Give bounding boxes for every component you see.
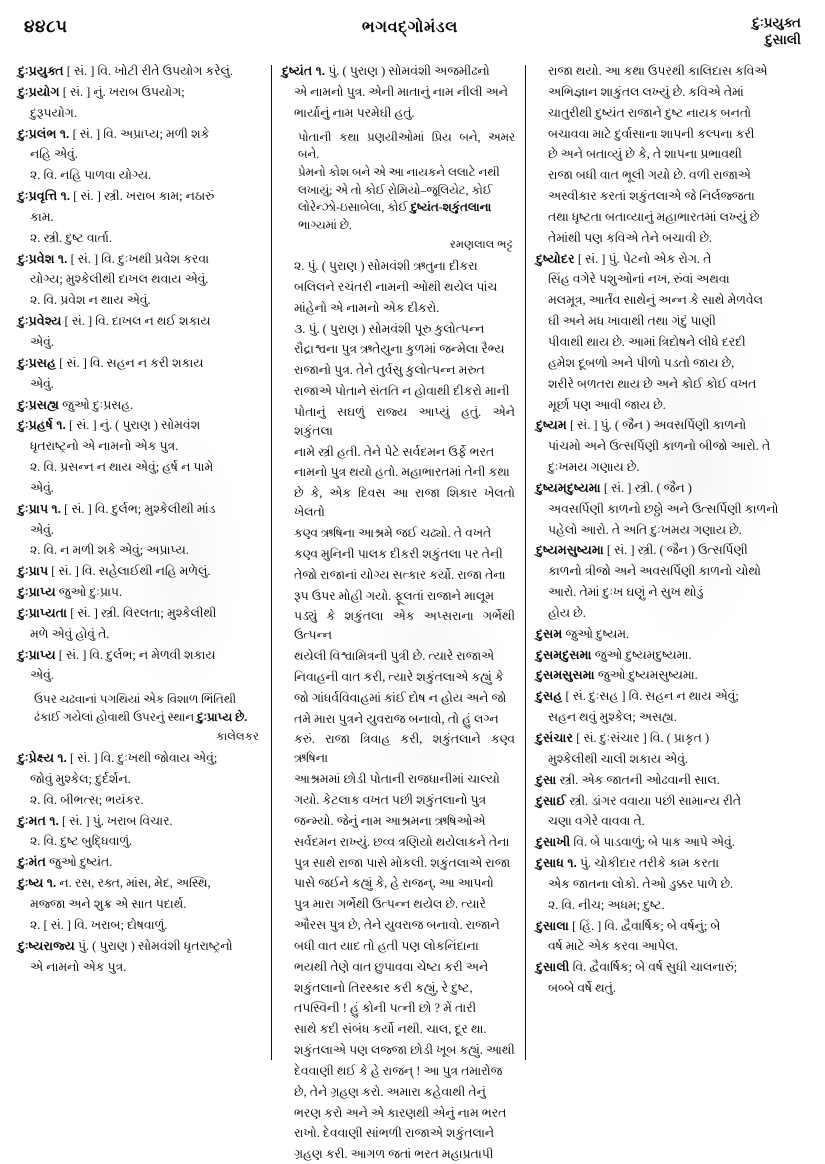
guide-word-first: દુઃપ્રયુક્ત: [752, 15, 801, 30]
entry-continuation-line: નહિ એવું.: [30, 147, 78, 162]
dictionary-entry: [536, 958, 779, 977]
entry-continuation-line: થયેલી વિશ્વામિત્રની પુત્રી છે. ત્યારે રાજાએ: [294, 649, 495, 664]
entry-continuation-line: મુશ્કેલીથી ચાલી શકાય એવું.: [548, 751, 689, 766]
dictionary-entry: [18, 500, 261, 519]
entry-continuation-line: પહેલો આરો. તે અતિ દુઃખમય ગણાય છે.: [548, 522, 742, 537]
entry-headword: દુઃપ્રહર્ષ ૧.: [18, 418, 66, 433]
entry-headword: દુષ્યમદુષ્યમા: [536, 480, 601, 495]
entry-headword: દુઃષ્યરાજ્ય: [18, 938, 75, 953]
entry-continuation-line: તપસ્વિની ! હું કોની પત્ની છો ? મેં તારી: [294, 1001, 477, 1016]
entry-continuation-line: મૂર્છા પણ આવી જાય છે.: [548, 397, 666, 412]
entry-headword: દુસમદુસમા: [536, 647, 592, 662]
entry-definition: [ સં. ] પું. પેટનો એક રોગ. તે: [574, 251, 712, 266]
dictionary-entry: [536, 687, 779, 706]
quote-attribution: રમણલાલ ભટ્ટ: [449, 237, 513, 251]
entry-headword: દુષ્યંત ૧.: [282, 64, 326, 78]
dictionary-entry: [18, 416, 261, 435]
entry-definition: જુઓ દુષ્યમ.: [562, 626, 630, 641]
entry-continuation-line: અભિજ્ઞાન શાકુંતલ લખ્યું છે. કવિએ તેમાં: [548, 84, 744, 99]
entry-definition: [ સં. દુઃસહ ] વિ. સહન ન થાય એવું;: [562, 689, 739, 704]
entry-headword: દુસમ: [536, 626, 563, 641]
entry-continuation-line: મજ્જા અને શુક્ર એ સાત પદાર્થ.: [30, 896, 187, 911]
entry-continuation-line: હોય છે.: [548, 605, 586, 620]
entry-continuation-line: પોતાનું સઘળું રાજ્ય આપ્યું હતું. એને શકુંતલા: [294, 404, 515, 438]
dictionary-entry: [536, 833, 779, 852]
entry-definition: [ સં. ] પું. ખરાબ વિચાર.: [58, 813, 173, 828]
quote-line: ઢંકાઈ ગયેલાં હોવાથી ઉપરનું સ્થાન દુઃપ્રાપ્ય છે.: [34, 710, 248, 724]
dictionary-entry: [536, 792, 779, 811]
entry-continuation-line: ચણા વગેરે વાવવા તે.: [548, 814, 645, 829]
dictionary-entry: [18, 646, 261, 665]
entry-headword: દુઃપ્રયોગ: [18, 84, 60, 99]
entry-continuation-line: દુઃખમય ગણાય છે.: [548, 460, 640, 475]
dictionary-entry: [536, 771, 779, 790]
entry-continuation-line: વર્ષ માટે એક કરવા આપેલ.: [548, 939, 679, 954]
entry-continuation-line: જન્મ્યો. જેનું નામ આશ્રમના ઋષિઓએ: [294, 813, 486, 828]
quote-line: લખાયું; એ તો કોઈ રોમિયો–જૂલિયેટ, કોઈ: [298, 182, 492, 197]
entry-sense: ૨. પું. ( પુરાણ ) સોમવંશી ઋતુના દીકરા: [294, 259, 478, 274]
dictionary-entry: [18, 853, 261, 872]
entry-continuation-line: રૌદ્રાશ્વના પુત્ર ઋતેયુના કુળમાં જન્મેલા રૈભ્ય: [294, 342, 505, 357]
entry-definition: ન. રસ, રક્ત, માંસ, મેદ, અસ્થિ,: [56, 876, 211, 891]
entry-headword: દુસમસુસમા: [536, 668, 595, 683]
running-head: [18, 14, 807, 62]
entry-headword: દુઃપ્રાપ ૧.: [18, 501, 62, 516]
entry-continuation-line: ઘી અને મધ ખાવાથી તથા ગંદું પાણી: [548, 314, 716, 329]
entry-definition: [ સં. ] નું. ( પુરાણ ) સોમવંશ: [65, 418, 201, 433]
entry-headword: દુઃપ્રલંભ ૧.: [18, 126, 70, 141]
entry-continuation-line: રાજાએ પોતાને સંતતિ ન હોવાથી દીકરો માની: [294, 384, 510, 399]
entry-definition: [ સં. ] વિ. દાખલ ન થઈ શકાય: [61, 314, 211, 329]
entry-headword: દુઃપ્રવૃત્તિ ૧.: [18, 189, 71, 204]
dictionary-entry: [18, 874, 261, 893]
entry-headword: દુઃપ્રેક્ષ્ય ૧.: [18, 751, 67, 766]
dictionary-entry: [282, 62, 515, 81]
entry-sense: ૨. વિ. દુષ્ટ બુદ્ધિવાળું.: [30, 834, 133, 849]
entry-sense: ૨. સ્ત્રી. દુષ્ટ વાર્તા.: [30, 230, 112, 245]
dictionary-entry: [18, 187, 261, 206]
quote-line: પોતાની કથા પ્રણયીઓમાં પ્રિય બને, અમર બને.: [298, 129, 515, 162]
entry-definition: વિ. દ્વૈવાર્ષિક; બે વર્ષ સુધી ચાલનારું;: [569, 960, 738, 975]
entry-headword: દુષ્યમસુષ્યમા: [536, 543, 604, 558]
entry-definition: [ હિં. ] વિ. દ્વૈવાર્ષિક; બે વર્ષનું; બે: [569, 918, 721, 933]
entry-headword: દુસંચાર: [536, 731, 574, 745]
dictionary-entry: [536, 917, 779, 936]
entry-continuation-line: તમે મારા પુત્રને યુવરાજ બનાવો, તો હું લગ્ન: [294, 711, 499, 726]
entry-sense: ૨. વિ. પ્રવેશ ન થાય એવું.: [30, 293, 151, 308]
entry-continuation-line: ધૃતરાષ્ટ્રનો એ નામનો એક પુત્ર.: [30, 439, 179, 454]
guide-words: [752, 14, 801, 49]
quote-text: [34, 691, 261, 726]
book-title: ભગવદ્ગોમંડલ: [361, 19, 458, 36]
entry-continuation-line: ભયથી તેણે વાત છુપાવવા ચેષ્ટા કરી અને: [294, 959, 489, 974]
entry-headword: દુસા: [536, 772, 557, 787]
entry-continuation-line: ભાર્યાનું નામ પરમેઘી હતું.: [294, 105, 415, 120]
quote-keyword: દુષ્યંત-શકુંતલાના: [410, 200, 492, 215]
entry-continuation-line: એવું.: [30, 522, 54, 537]
entry-continuation-line: કરું. રાજા ત્રિવાહ કરી, શકુંતલાને કણ્વ ઋષિના: [294, 732, 515, 766]
entry-sense: ૨. વિ. બીભત્સ; ભયંકર.: [30, 792, 144, 807]
entry-definition: જુઓ દુષ્યમસુષ્યમા.: [594, 668, 698, 683]
entry-continuation-line: હમેશ દૂબળો અને પીળો પડતો જાય છે,: [548, 355, 735, 370]
dictionary-entry: [18, 396, 261, 415]
dictionary-entry: [536, 250, 779, 269]
dictionary-entry: [18, 812, 261, 831]
entry-definition: [ સં. ] વિ. દુર્લભ; ન મેળવી શકાય: [55, 647, 216, 662]
dictionary-entry: [18, 312, 261, 331]
entry-continuation-line: ઔરસ પુત્ર છે, તેને યુવરાજ બનાવો. રાજાને: [294, 918, 500, 933]
dictionary-entry: [18, 354, 261, 373]
entry-continuation-line: છે કે, એક દિવસ આ રાજા શિકાર ખેલતો ખેલતો: [294, 486, 515, 520]
entry-headword: દુસહ: [536, 689, 563, 704]
entry-continuation-line: તેમાંથી પણ કવિએ તેને બચાવી છે.: [548, 230, 713, 245]
dictionary-entry: [18, 937, 261, 956]
entry-sense: ૨. વિ. નીચ; અધમ; દુષ્ટ.: [548, 897, 665, 912]
entry-continuation-line: આશ્રમમાં છોડી પોતાની રાજધાનીમાં ચાલ્યો: [294, 772, 500, 787]
quote-line: લોરેન્ઝો-ઇસાબેલા, કોઈ દુષ્યંત-શકુંતલાના: [298, 200, 492, 215]
dictionary-entry: [536, 416, 779, 435]
entry-continuation-line: સિંહ વગેરે પશુઓનાં નખ, રુંવાં અથવા: [548, 272, 730, 287]
entry-continuation-line: એવું.: [30, 376, 54, 391]
entry-definition: [ સં. ] વિ. દુઃખથી જોવાય એવું;: [66, 751, 218, 766]
dictionary-entry: [18, 250, 261, 269]
entry-continuation-line: ગયો. કેટલાક વખત પછી શકુંતલાનો પુત્ર: [294, 792, 487, 807]
entry-definition: [ સં. ] સ્ત્રી. વિરલતા; મુશ્કેલીથી: [67, 605, 217, 620]
entry-headword: દુઃપ્રસહ્ય: [18, 397, 60, 412]
entry-continuation-line: બલિલને રચંતરી નામની ઓથી થયેલ પાંચ: [294, 279, 498, 294]
entry-definition: [ સં. ] સ્ત્રી. ખરાબ કામ; નઠારું: [70, 189, 215, 204]
entry-definition: જુઓ દુષ્યમદુષ્યમા.: [591, 647, 692, 662]
entry-continuation-line: માંહેનો એ નામનો એક દીકરો.: [294, 300, 440, 315]
entry-continuation-line: એ નામનો પુત્ર. એની માતાનું નામ નીલી અને: [294, 84, 508, 99]
entry-continuation-line: શકુંતલાએ પણ લજ્જા છોડી ખૂબ કહ્યું. આથી: [294, 1043, 515, 1058]
entry-definition: [ સં. ] નું. ખરાબ ઉપયોગ;: [59, 84, 185, 99]
dictionary-entry: [18, 749, 261, 768]
entry-sense: ૨. [ સં. ] વિ. ખરાબ; દોષવાળું.: [30, 917, 168, 932]
entry-definition: [ સં. ] વિ. દુઃખથી પ્રવેશ કરવા: [67, 251, 210, 266]
entry-continuation-line: પુત્ર સાથે રાજા પાસે મોકલી. શકુંતલાએ રાજા: [294, 855, 511, 870]
entry-continuation-line: ચાતુરીથી દુષ્યંત રાજાને દુષ્ટ નાયક બનતો: [548, 105, 752, 120]
entry-continuation-line: જો ગાંધર્વવિવાહમાં કાંઈ દોષ ન હોય અને જો: [294, 690, 507, 705]
entry-definition: [ સં. ] પું. ( જૈન ) અવસર્પિણી કાળનો: [566, 418, 747, 433]
entry-continuation-line: કામ.: [30, 209, 54, 224]
column-container: [18, 62, 807, 1162]
entry-definition: પું. ચોકીદાર તરીકે કામ કરતા: [576, 856, 720, 871]
dictionary-entry: [18, 562, 261, 581]
entry-headword: દુસાધ ૧.: [536, 856, 577, 871]
dictionary-entry: [18, 62, 261, 81]
citation-quote: [18, 691, 261, 745]
entry-continuation-line: મલમૂત્ર, આર્તંવ સાથેનું અન્ન કે સાથે મેળવેલ: [548, 293, 764, 308]
entry-sense: ૩. પું. ( પુરાણ ) સોમવંશી પૂરુ કુલોત્પન્ન: [294, 321, 485, 336]
entry-continuation-line: એવું.: [30, 480, 54, 495]
entry-sense: ૨. વિ. ન મળી શકે એવું; અપ્રાપ્ય.: [30, 543, 189, 558]
dictionary-entry: [536, 646, 779, 665]
column-3: [526, 62, 779, 1062]
dictionary-entry: [18, 125, 261, 144]
column-2: [272, 62, 525, 1162]
entry-definition: [ સં. ] વિ. દુર્લભ; મુશ્કેલીથી માંડ: [61, 501, 216, 516]
entry-continuation-line: નામનો પુત્ર થયો હતો. મહાભારતમાં તેની કથા: [294, 465, 510, 480]
entry-continuation-line: રાજા થયો. આ કથા ઉપરથી કાલિદાસ કવિએ: [548, 64, 768, 78]
entry-headword: દુઃમત ૧.: [18, 813, 59, 828]
entry-definition: પું. ( પુરાણ ) સોમવંશી અજમીઢનો: [325, 64, 490, 78]
dictionary-entry: [18, 583, 261, 602]
dictionary-entry: [18, 604, 261, 623]
dictionary-entry: [536, 854, 779, 873]
entry-headword: દુઃપ્રવેશ્ય: [18, 314, 62, 329]
entry-continuation-line: છે અને બતાવ્યું છે કે, તે શાપના પ્રભાવથી: [548, 147, 742, 162]
entry-definition: જુઓ દુઃપ્રાપ.: [55, 585, 123, 600]
entry-continuation-line: દેવવાણી થઈ કે હે રાજન્ ! આ પુત્ર તમારોજ: [294, 1063, 503, 1078]
entry-continuation-line: સર્વદમન રાખ્યું. છવ્વ ત્રણિયો થયેલાકને તેના: [294, 834, 510, 849]
entry-continuation-line: આરો. તેમાં દુઃખ ઘણું ને સુખ થોડું: [548, 585, 704, 600]
entry-continuation-line: પુત્ર મારા ગર્ભેથી ઉત્પન્ન થયેલ છે. ત્યારે: [294, 897, 486, 912]
entry-definition: સ્ત્રી. એક જાતની ઓઢવાની સાલ.: [556, 772, 720, 787]
entry-continuation-line: એવું.: [30, 668, 54, 683]
quote-text: [298, 129, 515, 235]
entry-definition: [ સં. ] વિ. સહન ન કરી શકાય: [56, 355, 204, 370]
quote-attribution: કાલેલકર: [216, 729, 259, 743]
entry-definition: [ સં. ] સ્ત્રી. ( જૈન ): [600, 480, 692, 495]
entry-headword: દુઃપ્રસહ: [18, 355, 57, 370]
entry-continuation-line: એ નામનો એક પુત્ર.: [30, 959, 127, 974]
quote-keyword: દુઃપ્રાપ્ય છે.: [197, 710, 248, 724]
quote-line: ઉપર ચઢવાનાં પગથિયાં એક વિશાળ ભિંતિથી: [34, 692, 237, 707]
entry-headword: દુઃપ્રાપ્ય: [18, 647, 56, 662]
entry-continuation-line: બધી વાત યાદ તો હતી પણ લોકનિંદાના: [294, 938, 479, 953]
entry-headword: દુસાલા: [536, 918, 570, 933]
entry-continuation-line: સાથે કદી સંબંધ કર્યો નથી. ચાલ, દૂર થા.: [294, 1022, 487, 1037]
entry-continuation-line: તેજો રાજાનાં યોગ્ય સત્કાર કર્યો. રાજા તેના: [294, 567, 506, 582]
entry-headword: દુઃપ્રયુક્ત: [18, 64, 64, 78]
entry-continuation-line: કણ્વ મુનિની પાલક દીકરી શકુંતલા પર તેની: [294, 546, 503, 561]
entry-continuation-line: સહન થવું મુશ્કેલ; અસહ્ય.: [548, 710, 677, 725]
entry-headword: દુઃપ્રાપ: [18, 564, 49, 579]
entry-continuation-line: શરીરે બળતરા થાય છે અને કોઈ કોઈ વખત: [548, 376, 757, 391]
entry-continuation-line: પીવાથી થાય છે. આમાં ત્રિદોષને લીધે દરદી: [548, 334, 746, 349]
entry-definition: સ્ત્રી. ડાંગર વવાયા પછી સામાન્ય રીતે: [566, 793, 742, 808]
entry-continuation-line: રાજાનો પુત્ર. તેને તુર્વસુ કુલોત્પન્ન મરુત: [294, 363, 485, 378]
entry-definition: જુઓ દુઃપ્રસહ.: [59, 397, 134, 412]
page-number: ૪૪૮૫: [24, 17, 68, 36]
entry-continuation-line: ગ્રહણ કરી. આગળ જતાં ભરત મહાપ્રતાપી: [294, 1147, 494, 1162]
dictionary-entry: [536, 666, 779, 685]
dictionary-entry: [536, 541, 779, 560]
quote-line: ભાગ્યમાં છે.: [298, 217, 352, 232]
entry-continuation-line: રૂપ ઉપર મોહી ગયો. ફૂલતાં રાજાને માલૂમ: [294, 588, 494, 603]
dictionary-entry: [18, 83, 261, 102]
entry-sense: ૨. વિ. નહિ પાળવા યોગ્ય.: [30, 168, 152, 183]
entry-continuation-line: શકુંતલાનો તિરસ્કાર કરી કહ્યું, રે દુષ્ટ,: [294, 980, 473, 995]
entry-continuation-line: અવસર્પિણી કાળનો છઠ્ઠો અને ઉત્સર્પિણી કાળનો: [548, 501, 779, 516]
entry-definition: [ સં. ] સ્ત્રી. ( જૈન ) ઉત્સર્પિણી: [603, 543, 748, 558]
entry-continuation-line: પાંચમો અને ઉત્સર્પિણી કાળનો બીજો આરો. તે: [548, 439, 771, 454]
entry-headword: દુષ્યમ: [536, 418, 567, 433]
entry-headword: દુઃમંત: [18, 855, 47, 870]
entry-continuation-line: દુરૂપયોગ.: [30, 105, 77, 120]
entry-definition: [ સં. ] વિ. સહેલાઈથી નહિ મળેલું.: [48, 564, 211, 579]
entry-continuation-line: રાજા બધી વાત ભૂલી ગયો છે. વળી રાજાએ: [548, 168, 751, 183]
entry-headword: દુઃષ્ય ૧.: [18, 876, 57, 891]
dictionary-entry: [536, 479, 779, 498]
entry-headword: દુસાઈ: [536, 793, 567, 808]
entry-continuation-line: છે, તેને ગ્રહણ કરો. અમારા કહેવાથી તેનું: [294, 1084, 486, 1099]
entry-definition: [ સં. દુઃસંચાર ] વિ. ( પ્રાકૃત ): [573, 731, 710, 745]
entry-continuation-line: નિવાહની વાત કરી, ત્યારે શકુંતલાએ કહ્યું કે: [294, 669, 504, 684]
entry-continuation-line: પડ્યું કે શકુંતલા એક અપ્સરાના ગર્ભેથી ઉત્પન્ન: [294, 609, 515, 643]
dictionary-entry: [536, 729, 779, 748]
entry-sense: ૨. વિ. પ્રસન્ન ન થાય એવું; હર્ષ ન પામે: [30, 460, 214, 475]
entry-continuation-line: બબ્બે વર્ષે થતું.: [548, 981, 616, 996]
citation-quote: [282, 129, 515, 254]
entry-continuation-line: મળે એવું હોવું તે.: [30, 626, 110, 641]
entry-definition: [ સં. ] વિ. અપ્રાપ્ય; મળી શકે: [69, 126, 210, 141]
entry-headword: દુઃપ્રાપ્ય: [18, 585, 56, 600]
entry-continuation-line: રાખો. દેવવાણી સાંભળી રાજાએ શકુંતલાને: [294, 1126, 495, 1141]
entry-headword: દુઃપ્રાપ્યતા: [18, 605, 68, 620]
entry-headword: દુઃપ્રવેશ ૧.: [18, 251, 68, 266]
entry-continuation-line: નામે સ્ત્રી હતી. તેને પેટે સર્વદમન ઉર્ફે ભરત: [294, 444, 495, 459]
entry-continuation-line: તથા ધૃષ્ટતા બતાવ્યાનું મહાભારતમાં લખ્યું છે: [548, 209, 760, 224]
entry-continuation-line: પાસે જઈને કહ્યું કે, હે રાજન્, આ આપનો: [294, 876, 494, 891]
entry-continuation-line: એવું.: [30, 334, 54, 349]
entry-definition: પું. ( પુરાણ ) સોમવંશી ધૃતરાષ્ટ્રનો: [74, 938, 233, 953]
entry-definition: વિ. બે પાડવાળું; બે પાક આપે એવું.: [570, 835, 735, 850]
entry-continuation-line: કાળનો ત્રીજો અને અવસર્પિણી કાળનો ચોથો: [548, 564, 761, 579]
entry-headword: દુસાલી: [536, 960, 570, 975]
entry-continuation-line: યોગ્ય; મુશ્કેલીથી દાખલ થવાય એવું.: [30, 272, 209, 287]
entry-continuation-line: જોવું મુશ્કેલ; દુર્દર્શન.: [30, 771, 131, 786]
entry-continuation-line: કણ્વ ઋષિના આશ્રમે જઈ ચઢ્યો. તે વખતે: [294, 526, 492, 541]
entry-headword: દુસાખી: [536, 835, 571, 850]
entry-continuation-line: એક જાતના લોકો. તેઓ ડુક્કર પાળે છે.: [548, 876, 734, 891]
quote-line: પ્રેમનો કોશ બને એ આ નાયકને લલાટે નથી: [298, 164, 500, 179]
entry-headword: દુષ્યોદર: [536, 251, 575, 266]
entry-definition: [ સં. ] વિ. ખોટી રીતે ઉપયોગ કરેલું.: [63, 64, 234, 78]
dictionary-entry: [536, 625, 779, 644]
column-1: [18, 62, 271, 1062]
entry-continuation-line: બચાવવા માટે દુર્વાસાના શાપની કલ્પના કરી: [548, 126, 755, 141]
entry-continuation-line: ભરણ કરો અને એ કારણથી એનું નામ ભરત: [294, 1105, 507, 1120]
entry-definition: જુઓ દુષ્યંત.: [46, 855, 113, 870]
entry-continuation-line: અસ્વીકાર કરતાં શકુંતલાએ જે નિર્લજ્જતા: [548, 189, 755, 204]
guide-word-last: દુસાલી: [765, 32, 801, 48]
